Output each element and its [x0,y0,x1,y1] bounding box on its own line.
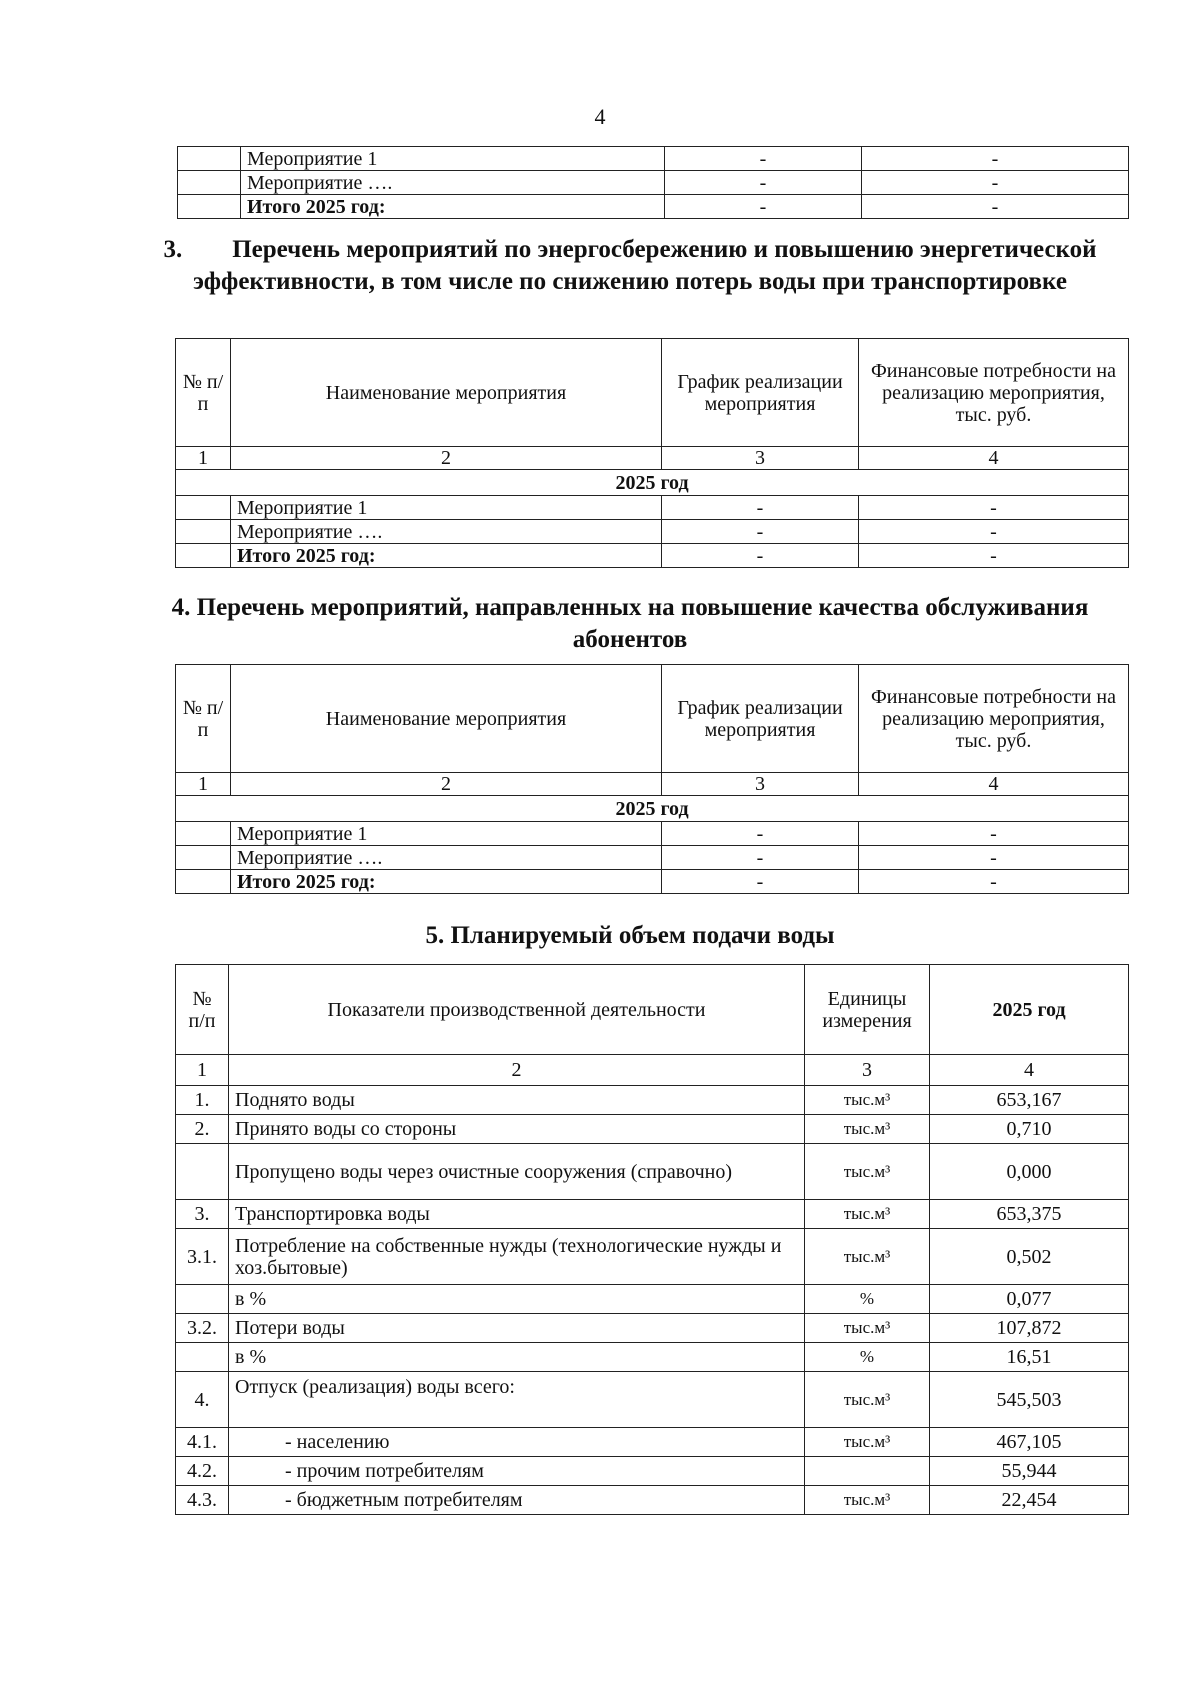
table-row [176,544,1129,568]
row-number: 2. [176,1115,229,1144]
column-numbers-row [176,773,1129,796]
section3-table [175,338,1129,568]
table-row [176,1229,1129,1285]
finance-cell: - [862,195,1129,219]
top-table [177,146,1129,219]
section4-title: 4. Перечень мероприятий, направленных на повышение качества обслуживания абонентов [171,594,1089,653]
num-cell [178,171,241,195]
schedule-cell: - [662,870,859,894]
event-name: Мероприятие …. [231,846,662,870]
col-number: 1 [176,1055,229,1086]
num-cell [176,870,231,894]
indicator-name: - населению [229,1428,805,1457]
table-row [178,195,1129,219]
value-cell: 0,077 [930,1285,1129,1314]
indicator-name: в % [229,1343,805,1372]
col-number: 2 [231,447,662,470]
value-cell: 653,167 [930,1086,1129,1115]
col-schedule-header: График реализации мероприятия [662,665,859,773]
event-name: Мероприятие 1 [241,147,665,171]
indicator-name: в % [229,1285,805,1314]
row-number [176,1144,229,1200]
table-row [176,846,1129,870]
value-cell: 22,454 [930,1486,1129,1515]
unit-cell: тыс.м³ [805,1144,930,1200]
col-number: 4 [859,773,1129,796]
event-name: Мероприятие …. [241,171,665,195]
table-row [176,870,1129,894]
col-number: 3 [662,773,859,796]
indicator-name: Потребление на собственные нужды (технологические нужды и хоз.бытовые) [229,1229,805,1285]
value-cell: 467,105 [930,1428,1129,1457]
row-number: 4.2. [176,1457,229,1486]
unit-cell: % [805,1285,930,1314]
schedule-cell: - [662,544,859,568]
col-indicator-header: Показатели производственной деятельности [229,965,805,1055]
header-row [176,665,1129,773]
header-row [176,965,1129,1055]
num-cell [176,496,231,520]
year-label: 2025 год [176,796,1129,822]
col-num-header: № п/п [176,665,231,773]
row-number: 4.1. [176,1428,229,1457]
event-name: Мероприятие 1 [231,496,662,520]
indicator-name: Потери воды [229,1314,805,1343]
column-numbers-row [176,1055,1129,1086]
schedule-cell: - [662,822,859,846]
year-row [176,796,1129,822]
page-number: 4 [594,104,606,129]
col-number: 3 [805,1055,930,1086]
table-row [176,1428,1129,1457]
finance-cell: - [859,870,1129,894]
num-cell [178,147,241,171]
year-row [176,470,1129,496]
section3-title: 3. Перечень мероприятий по энергосбережению и повышению энергетической эффективности, в том числе по снижению потерь воды при транспортировке [163,236,1097,295]
schedule-cell: - [662,846,859,870]
table-row [176,1314,1129,1343]
schedule-cell: - [665,147,862,171]
num-cell [176,544,231,568]
table-row [176,1144,1129,1200]
indicator-name: - бюджетным потребителям [229,1486,805,1515]
section5-table [175,964,1129,1515]
col-number: 2 [229,1055,805,1086]
event-name: Мероприятие 1 [231,822,662,846]
indicator-name: Поднято воды [229,1086,805,1115]
unit-cell: тыс.м³ [805,1086,930,1115]
num-cell [176,822,231,846]
col-unit-header: Единицы измерения [805,965,930,1055]
unit-cell: тыс.м³ [805,1314,930,1343]
num-cell [178,195,241,219]
indicator-name: Принято воды со стороны [229,1115,805,1144]
table-row [176,496,1129,520]
schedule-cell: - [665,195,862,219]
unit-cell: тыс.м³ [805,1486,930,1515]
section4-table [175,664,1129,894]
table-row [176,1486,1129,1515]
schedule-cell: - [662,496,859,520]
indicator-name: Пропущено воды через очистные сооружения (справочно) [229,1144,805,1200]
value-cell: 0,502 [930,1229,1129,1285]
col-number: 4 [859,447,1129,470]
value-cell: 16,51 [930,1343,1129,1372]
indicator-name: - прочим потребителям [229,1457,805,1486]
unit-cell [805,1457,930,1486]
unit-cell: % [805,1343,930,1372]
header-row [176,339,1129,447]
num-cell [176,846,231,870]
table-row [176,822,1129,846]
total-label: Итого 2025 год: [231,870,662,894]
unit-cell: тыс.м³ [805,1428,930,1457]
finance-cell: - [862,171,1129,195]
value-cell: 545,503 [930,1372,1129,1428]
col-schedule-header: График реализации мероприятия [662,339,859,447]
row-number [176,1285,229,1314]
finance-cell: - [859,846,1129,870]
table-row [176,1343,1129,1372]
unit-cell: тыс.м³ [805,1115,930,1144]
finance-cell: - [859,822,1129,846]
row-number: 3. [176,1200,229,1229]
row-number: 1. [176,1086,229,1115]
schedule-cell: - [665,171,862,195]
row-number [176,1343,229,1372]
table-row [176,1457,1129,1486]
col-name-header: Наименование мероприятия [231,665,662,773]
col-number: 3 [662,447,859,470]
value-cell: 0,000 [930,1144,1129,1200]
col-num-header: № п/п [176,965,229,1055]
year-label: 2025 год [176,470,1129,496]
table-row [176,1200,1129,1229]
col-number: 1 [176,447,231,470]
total-label: Итого 2025 год: [241,195,665,219]
row-number: 4.3. [176,1486,229,1515]
col-number: 2 [231,773,662,796]
col-number: 1 [176,773,231,796]
finance-cell: - [862,147,1129,171]
table-row [176,1285,1129,1314]
col-finance-header: Финансовые потребности на реализацию мероприятия, тыс. руб. [859,339,1129,447]
unit-cell: тыс.м³ [805,1200,930,1229]
finance-cell: - [859,520,1129,544]
column-numbers-row [176,447,1129,470]
finance-cell: - [859,496,1129,520]
col-num-header: № п/п [176,339,231,447]
num-cell [176,520,231,544]
indicator-name: Транспортировка воды [229,1200,805,1229]
unit-cell: тыс.м³ [805,1229,930,1285]
total-label: Итого 2025 год: [231,544,662,568]
col-year-header: 2025 год [930,965,1129,1055]
col-finance-header: Финансовые потребности на реализацию мероприятия, тыс. руб. [859,665,1129,773]
event-name: Мероприятие …. [231,520,662,544]
section5-title: 5. Планируемый объем подачи воды [425,922,835,949]
col-name-header: Наименование мероприятия [231,339,662,447]
table-row [176,1086,1129,1115]
indicator-name: Отпуск (реализация) воды всего: [229,1372,805,1428]
row-number: 3.1. [176,1229,229,1285]
value-cell: 55,944 [930,1457,1129,1486]
table-row [178,171,1129,195]
finance-cell: - [859,544,1129,568]
table-row [176,1372,1129,1428]
unit-cell: тыс.м³ [805,1372,930,1428]
table-row [178,147,1129,171]
table-row [176,520,1129,544]
table-row [176,1115,1129,1144]
col-number: 4 [930,1055,1129,1086]
value-cell: 0,710 [930,1115,1129,1144]
row-number: 3.2. [176,1314,229,1343]
value-cell: 653,375 [930,1200,1129,1229]
row-number: 4. [176,1372,229,1428]
schedule-cell: - [662,520,859,544]
value-cell: 107,872 [930,1314,1129,1343]
